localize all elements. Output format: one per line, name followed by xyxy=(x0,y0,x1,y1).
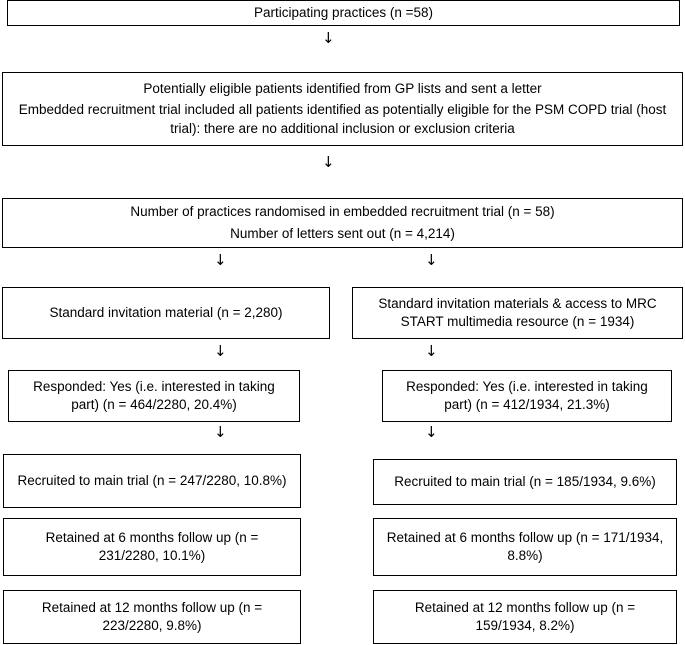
randomised-line1: Number of practices randomised in embedded recruitment trial (n = 58) xyxy=(130,204,555,220)
left-invitation-box xyxy=(2,287,330,339)
identified-box xyxy=(2,72,683,146)
right-recruited-text: Recruited to main trial (n = 185/1934, 9.6%) xyxy=(394,473,656,489)
left-invitation-text: Standard invitation material (n = 2,280) xyxy=(49,304,283,320)
arrow-down-icon: ↓ xyxy=(322,29,335,47)
right-retained6-text: Retained at 6 months follow up (n = 171/1934, 8.8%) xyxy=(386,529,664,563)
right-invitation-text: Standard invitation materials & access to MRC START multimedia resource (n = 1934) xyxy=(378,295,657,329)
arrow-down-icon: ↓ xyxy=(322,153,335,171)
right-retained6-box xyxy=(373,518,677,576)
identified-line2: Embedded recruitment trial included all patients identified as potentially eligible for the PSM COPD trial (host trial): there are no additional inclusion or exclusion criteria xyxy=(18,102,667,136)
left-retained12-box xyxy=(3,590,301,644)
right-invitation-box xyxy=(352,287,683,339)
left-retained12-text: Retained at 12 months follow up (n = 223/2280, 9.8%) xyxy=(41,599,263,633)
arrow-down-icon: ↓ xyxy=(425,251,438,269)
practices-box xyxy=(7,0,680,26)
arrow-down-icon: ↓ xyxy=(214,342,227,360)
right-responded-box xyxy=(382,370,672,422)
left-recruited-box xyxy=(3,454,301,508)
arrow-down-icon: ↓ xyxy=(425,423,438,441)
arrow-down-icon: ↓ xyxy=(214,423,227,441)
left-responded-text: Responded: Yes (i.e. interested in taking part) (n = 464/2280, 20.4%) xyxy=(33,378,275,412)
right-recruited-box xyxy=(373,459,677,505)
left-recruited-text: Recruited to main trial (n = 247/2280, 10.8%) xyxy=(17,472,287,488)
practices-text: Participating practices (n =58) xyxy=(254,4,433,20)
arrow-down-icon: ↓ xyxy=(214,251,227,269)
arrow-down-icon: ↓ xyxy=(425,342,438,360)
right-retained12-box xyxy=(373,590,677,644)
randomised-line2: Number of letters sent out (n = 4,214) xyxy=(230,225,455,241)
right-responded-text: Responded: Yes (i.e. interested in taking part) (n = 412/1934, 21.3%) xyxy=(406,378,648,412)
identified-line1: Potentially eligible patients identified from GP lists and sent a letter xyxy=(143,81,542,97)
randomised-box xyxy=(2,198,683,248)
left-retained6-box xyxy=(3,518,301,576)
left-responded-box xyxy=(8,370,300,422)
left-retained6-text: Retained at 6 months follow up (n = 231/2280, 10.1%) xyxy=(45,529,259,563)
right-retained12-text: Retained at 12 months follow up (n = 159/1934, 8.2%) xyxy=(414,599,636,633)
